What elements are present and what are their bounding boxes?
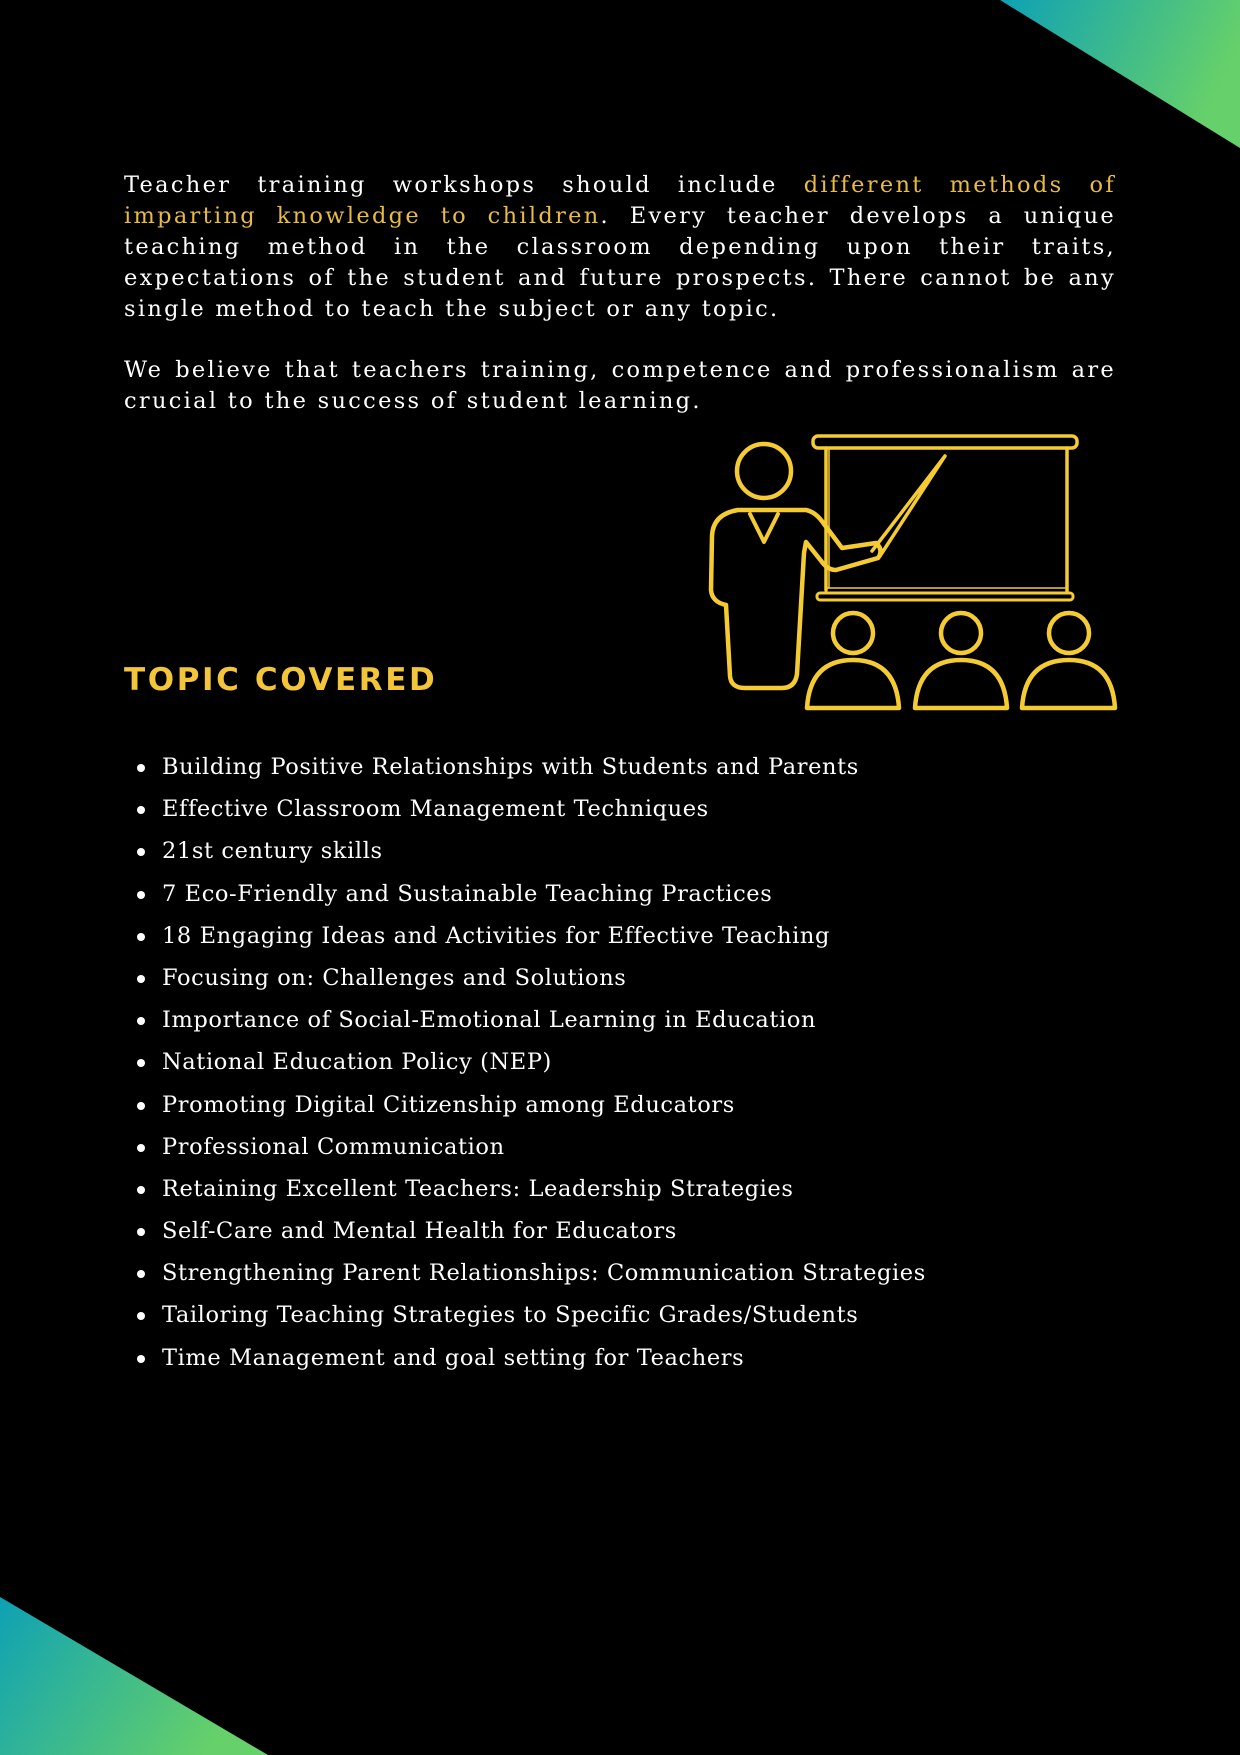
list-item: 7 Eco-Friendly and Sustainable Teaching Practices [162, 873, 1154, 915]
intro-p1-after: . Every teacher develops a unique teaching method in the classroom depending upon their traits, expectations of the student and future prospects. There cannot be any single method to teach the subject or any topic. [124, 203, 1116, 322]
intro-text [124, 170, 1116, 417]
list-item: Self-Care and Mental Health for Educators [162, 1210, 1154, 1252]
topics-list [124, 746, 1154, 1379]
list-item: Building Positive Relationships with Students and Parents [162, 746, 1154, 788]
list-item: Strengthening Parent Relationships: Communication Strategies [162, 1252, 1154, 1294]
intro-paragraph-2: We believe that teachers training, competence and professionalism are crucial to the success of student learning. [124, 357, 1116, 414]
bottom-left-gradient-corner [0, 1595, 270, 1755]
list-item: Importance of Social-Emotional Learning in Education [162, 999, 1154, 1041]
list-item: Focusing on: Challenges and Solutions [162, 957, 1154, 999]
list-item: Professional Communication [162, 1126, 1154, 1168]
list-item: 18 Engaging Ideas and Activities for Effective Teaching [162, 915, 1154, 957]
teacher-presentation-icon [700, 430, 1120, 715]
list-item: Promoting Digital Citizenship among Educators [162, 1084, 1154, 1126]
list-item: 21st century skills [162, 830, 1154, 872]
section-title: TOPIC COVERED [124, 662, 438, 698]
list-item: National Education Policy (NEP) [162, 1041, 1154, 1083]
list-item: Tailoring Teaching Strategies to Specific Grades/Students [162, 1294, 1154, 1336]
intro-p1-before: Teacher training workshops should include [124, 172, 804, 198]
top-right-gradient-corner [980, 0, 1240, 150]
intro-paragraph-1 [124, 170, 1116, 325]
list-item: Retaining Excellent Teachers: Leadership Strategies [162, 1168, 1154, 1210]
list-item: Effective Classroom Management Techniques [162, 788, 1154, 830]
intro-p1-highlight: different methods of imparting knowledge to children [124, 172, 1116, 229]
list-item: Time Management and goal setting for Teachers [162, 1337, 1154, 1379]
